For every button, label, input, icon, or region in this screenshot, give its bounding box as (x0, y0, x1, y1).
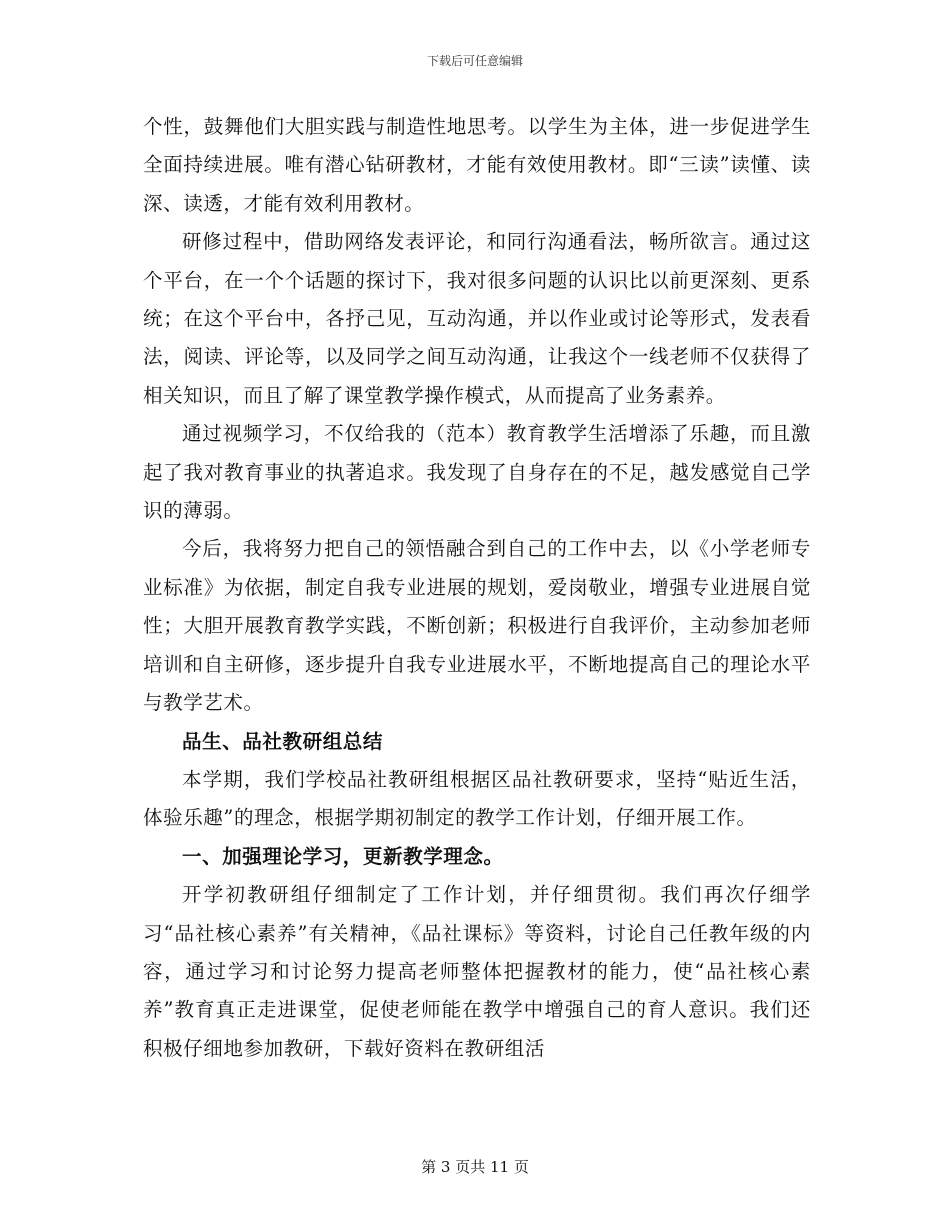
section-heading-1: 一、加强理论学习，更新教学理念。 (182, 844, 504, 868)
paragraph-continued: 个性，鼓舞他们大胆实践与制造性地思考。以学生为主体，进一步促进学生全面持续进展。唯有潜心钻研教材，才能有效使用教材。即“三读”读懂、读深、读透，才能有效利用教材。 (143, 115, 811, 215)
document-body (143, 108, 811, 1068)
paragraph-semester-intro: 本学期，我们学校品社教研组根据区品社教研要求，坚持“贴近生活，体验乐趣”的理念，根据学期初制定的教学工作计划，仔细开展工作。 (143, 767, 811, 830)
paragraph-theory-study: 开学初教研组仔细制定了工作计划，并仔细贯彻。我们再次仔细学习“品社核心素养”有关精神，《品社课标》等资料，讨论自己任教年级的内容，通过学习和讨论努力提高老师整体把握教材的能力，使“品社核心素养”教育真正走进课堂，促使老师能在教学中增强自己的育人意识。我们还积极仔细地参加教研，下载好资料在教研组活 (143, 883, 811, 1060)
paragraph-video-learning: 通过视频学习，不仅给我的（范本）教育教学生活增添了乐趣，而且激起了我对教育事业的执著追求。我发现了自身存在的不足，越发感觉自己学识的薄弱。 (143, 422, 811, 523)
page-header: 下载后可任意编辑 (426, 54, 523, 68)
paragraph-research-process: 研修过程中，借助网络发表评论，和同行沟通看法，畅所欲言。通过这个平台，在一个个话题的探讨下，我对很多问题的认识比以前更深刻、更系统；在这个平台中，各抒己见，互动沟通，并以作业或讨论等形式，发表看法，阅读、评论等，以及同学之间互动沟通，让我这个一线老师不仅获得了相关知识，而且了解了课堂教学操作模式，从而提高了业务素养。 (143, 230, 811, 407)
page-footer: 第 3 页共 11 页 (421, 1158, 529, 1176)
paragraph-future-plan: 今后，我将努力把自己的领悟融合到自己的工作中去，以《小学老师专业标准》为依据，制定自我专业进展的规划，爱岗敬业，增强专业进展自觉性；大胆开展教育教学实践，不断创新；积极进行自我评价，主动参加老师培训和自主研修，逐步提升自我专业进展水平，不断地提高自己的理论水平与教学艺术。 (143, 537, 811, 715)
document-title: 品生、品社教研组总结 (182, 729, 384, 753)
